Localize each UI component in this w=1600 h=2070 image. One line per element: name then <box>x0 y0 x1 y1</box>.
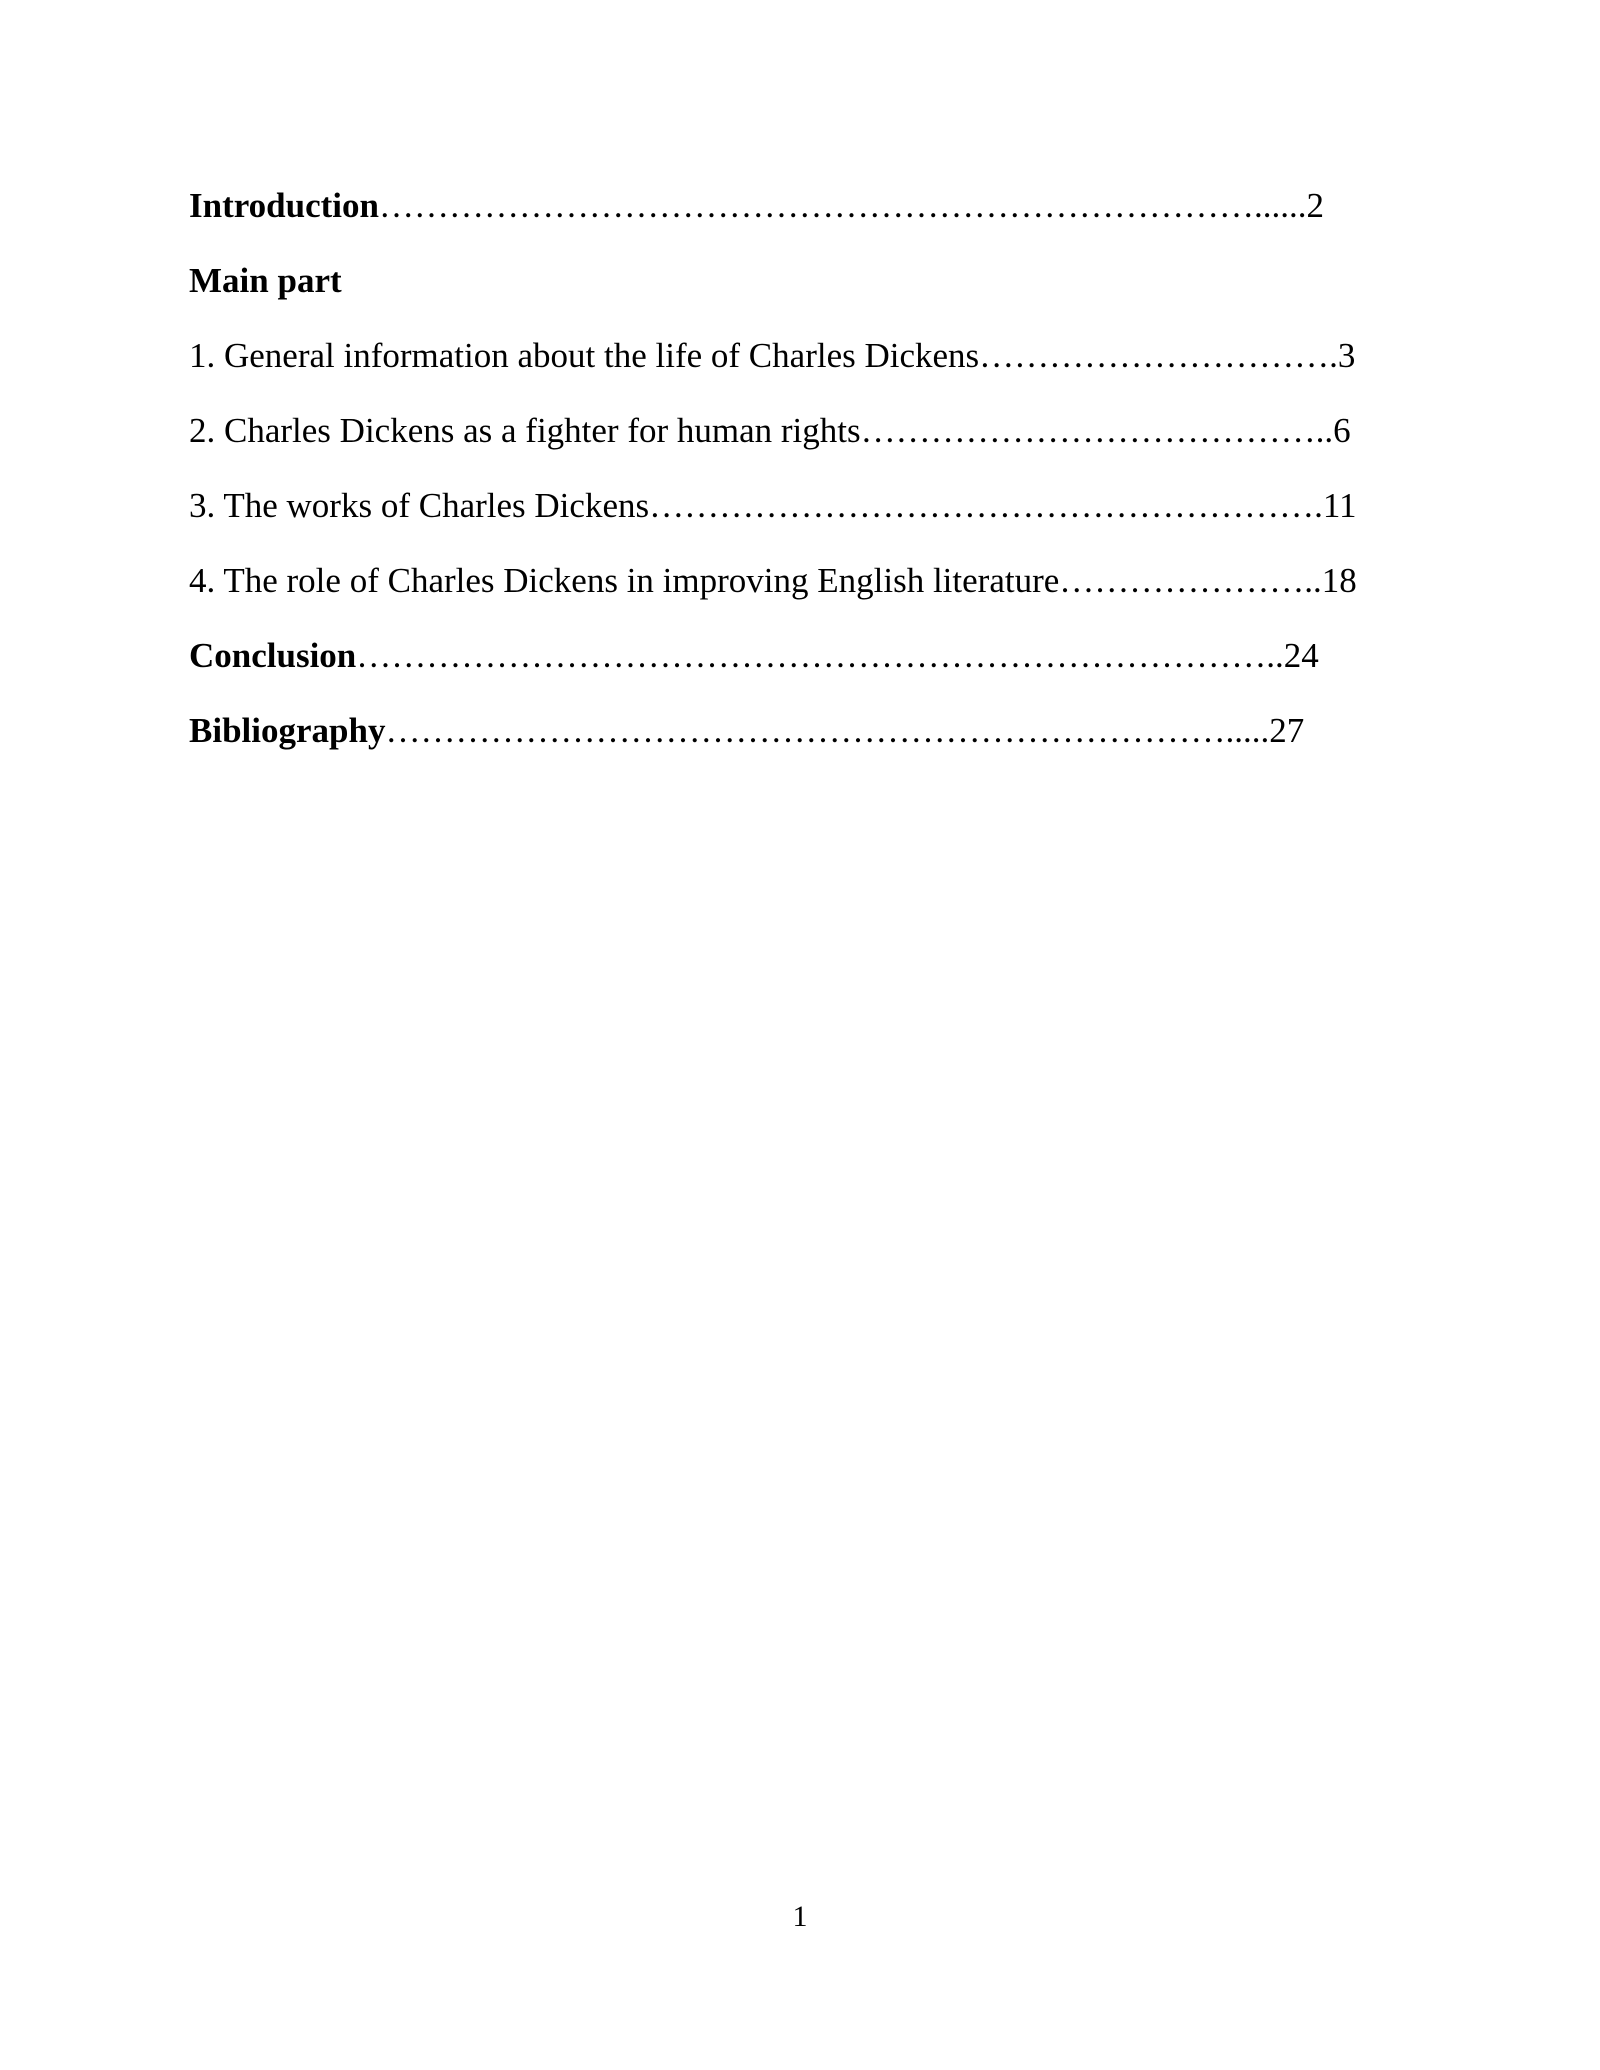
toc-entry-title: Introduction <box>189 186 379 225</box>
table-of-contents <box>189 186 1439 786</box>
toc-entry-main-part <box>189 261 1439 301</box>
toc-entry-introduction <box>189 186 1439 226</box>
toc-entry-human-rights <box>189 411 1439 451</box>
toc-entry-leader: ……………………………………………………………….....27 <box>385 711 1305 750</box>
toc-entry-title: 2. Charles Dickens as a fighter for human rights <box>189 411 861 450</box>
toc-entry-title: Main part <box>189 261 342 300</box>
toc-entry-leader: ……………………………………………………………………..24 <box>356 636 1319 675</box>
toc-entry-works <box>189 486 1439 526</box>
toc-entry-leader: …………………………………………………………………......2 <box>378 186 1324 225</box>
toc-entry-leader: ………………………….3 <box>979 336 1356 375</box>
toc-entry-title: 4. The role of Charles Dickens in improving English literature <box>189 561 1060 600</box>
toc-entry-general-information <box>189 336 1439 376</box>
toc-entry-title: 3. The works of Charles Dickens <box>189 486 650 525</box>
toc-entry-role-in-literature <box>189 561 1439 601</box>
page-number: 1 <box>792 1900 808 1933</box>
toc-entry-leader: …………………..18 <box>1059 561 1357 600</box>
toc-entry-title: 1. General information about the life of Charles Dickens <box>189 336 980 375</box>
toc-entry-title: Conclusion <box>189 636 357 675</box>
toc-entry-leader: …………………………………..6 <box>860 411 1351 450</box>
toc-entry-leader: ………………………………………………….11 <box>649 486 1357 525</box>
toc-entry-conclusion <box>189 636 1439 676</box>
toc-entry-bibliography <box>189 711 1439 751</box>
toc-entry-title: Bibliography <box>189 711 386 750</box>
